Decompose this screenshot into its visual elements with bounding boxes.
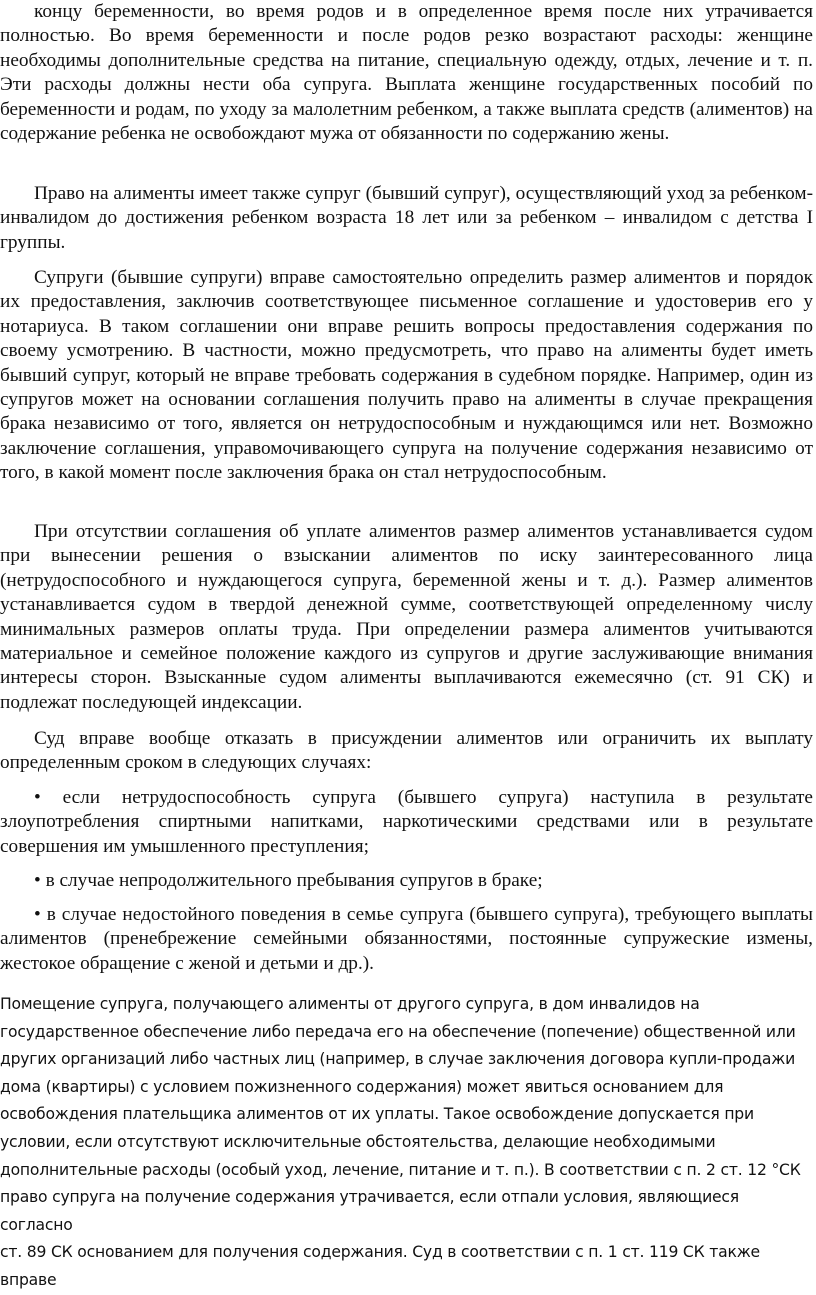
list-item-unworthy-behavior: • в случае недостойного поведения в семье супруга (бывшего супруга), требующего выплаты алиментов (пренебрежение семейными обязанностями, постоянные супружеские измены, жестокое обращение с женой и детьми и др.). bbox=[0, 904, 813, 974]
paragraph-court-determination: При отсутствии соглашения об уплате алиментов размер алиментов устанавливается судом при вынесении решения о взыскании алиментов по иску заинтересованного лица (нетрудоспособного и нуждающегося супруга, беременной жены и т. д.). Размер алиментов устанавливается судом в твердой денежной сумме, соответствующей определенному числу минимальных размеров оплаты труда. При определении размера алиментов учитываются материальное и семейное положение каждого из супругов и другие заслуживающие внимания интересы сторон. Взысканные судом алименты выплачиваются ежемесячно (ст. 91 СК) и подлежат последующей индексации. bbox=[0, 521, 813, 713]
paragraph-disabled-child-care: Право на алименты имеет также супруг (бывший супруг), осуществляющий уход за ребенком-инвалидом до достижения ребенком возраста 18 лет или за ребенком – инвалидом с детства I группы. bbox=[0, 183, 813, 253]
list-item-short-marriage: • в случае непродолжительного пребывания супругов в браке; bbox=[34, 870, 543, 891]
closing-paragraph: Помещение супруга, получающего алименты от другого супруга, в дом инвалидов на государственное обеспечение либо передача его на обеспечение (попечение) общественной или других организаций либо частных лиц (например, в случае заключения договора купли-продажи дома (квартиры) с условием пожизненного содержания) может явиться основанием для освобождения плательщика алиментов от их уплаты. Такое освобождение допускается при условии, если отсутствуют исключительные обстоятельства, делающие необходимыми дополнительные расходы (особый уход, лечение, питание и т. п.). В соответствии с п. 2 ст. 12 °СК право супруга на получение содержания утрачивается, если отпали условия, являющиеся согласно ст. 89 СК основанием для получения содержания. Суд в соответствии с п. 1 ст. 119 СК также вправе bbox=[0, 995, 801, 1289]
paragraph-court-refusal: Суд вправе вообще отказать в присуждении алиментов или ограничить их выплату определенным сроком в следующих случаях: bbox=[0, 728, 813, 774]
paragraph-alimony-agreement: Супруги (бывшие супруги) вправе самостоятельно определить размер алиментов и порядок их предоставления, заключив соответствующее письменное соглашение и удостоверив его у нотариуса. В таком соглашении они вправе решить вопросы предоставления содержания по своему усмотрению. В частности, можно предусмотреть, что право на алименты будет иметь бывший супруг, который не вправе требовать содержания в судебном порядке. Например, один из супругов может на основании соглашения получить право на алименты в случае прекращения брака независимо от того, является он нетрудоспособным и нуждающимся или нет. Возможно заключение соглашения, управомочивающего супруга на получение содержания независимо от того, в какой момент после заключения брака он стал нетрудоспособным. bbox=[0, 267, 813, 484]
paragraph-pregnancy-expenses: концу беременности, во время родов и в определенное время после них утрачивается полностью. Во время беременности и после родов резко возрастают расходы: женщине необходимы дополнительные средства на питание, специальную одежду, отдых, лечение и т. п. Эти расходы должны нести оба супруга. Выплата женщине государственных пособий по беременности и родам, по уходу за малолетним ребенком, а также выплата средств (алиментов) на содержание ребенка не освобождают мужа от обязанности по содержанию жены. bbox=[0, 1, 813, 145]
list-item-substance-abuse: • если нетрудоспособность супруга (бывшего супруга) наступила в результате злоупотребления спиртными напитками, наркотическими средствами или в результате совершения им умышленного преступления; bbox=[0, 787, 813, 857]
